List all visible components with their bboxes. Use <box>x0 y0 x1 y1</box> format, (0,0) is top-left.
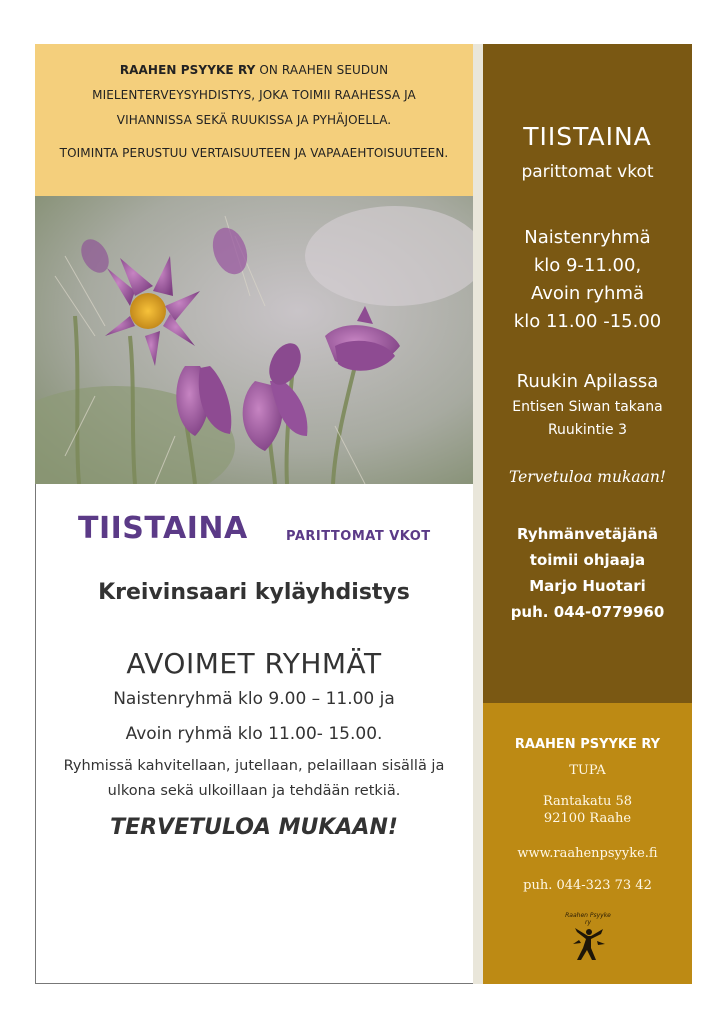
pasque-flower-photo <box>35 196 473 484</box>
leader-line-2: toimii ohjaaja <box>529 551 646 569</box>
intro-text-2: TOIMINTA PERUSTUU VERTAISUUTEEN JA VAPAAEHTOISUUTEEN. <box>59 146 449 160</box>
side-day-heading: TIISTAINA <box>523 122 652 151</box>
leader-line-1: Ryhmänvetäjänä <box>516 525 659 543</box>
side-address: Ruukintie 3 <box>547 422 628 438</box>
schedule-line-2: Avoin ryhmä klo 11.00- 15.00. <box>125 724 383 744</box>
welcome-text: TERVETULOA MUKAAN! <box>110 815 398 840</box>
description-line-2: ulkona sekä ulkoillaan ja tehdään retkiä. <box>107 783 401 799</box>
logo-figure-icon <box>565 926 611 962</box>
footer-website[interactable]: www.raahenpsyyke.fi <box>517 846 658 861</box>
side-panel <box>483 44 692 703</box>
side-group-1: Naistenryhmä <box>524 227 651 248</box>
side-place: Ruukin Apilassa <box>516 371 659 392</box>
side-group-2: Avoin ryhmä <box>530 283 645 304</box>
column-separator <box>473 44 483 984</box>
main-weeks-label: PARITTOMAT VKOT <box>286 529 431 544</box>
side-time-1: klo 9-11.00, <box>533 255 642 276</box>
open-groups-heading: AVOIMET RYHMÄT <box>126 647 382 680</box>
leader-name: Marjo Huotari <box>529 577 646 595</box>
side-weeks-label: parittomat vkot <box>521 162 654 182</box>
leader-phone: puh. 044-0779960 <box>510 603 665 621</box>
side-leader <box>483 521 692 625</box>
side-time-2: klo 11.00 -15.00 <box>513 311 662 332</box>
association-name: Kreivinsaari kyläyhdistys <box>98 580 410 605</box>
logo-text: Raahen Psyyke ry <box>565 912 611 926</box>
org-logo <box>565 912 611 962</box>
main-day-heading: TIISTAINA <box>78 511 248 546</box>
footer-phone: puh. 044-323 73 42 <box>523 878 652 893</box>
footer-city: 92100 Raahe <box>543 811 632 826</box>
intro-box <box>35 44 473 196</box>
footer-org-name: RAAHEN PSYYKE RY <box>514 737 661 752</box>
side-welcome: Tervetuloa mukaan! <box>508 468 667 486</box>
description-line-1: Ryhmissä kahvitellaan, jutellaan, pelaillaan sisällä ja <box>63 758 445 774</box>
intro-text: ON RAAHEN SEUDUN MIELENTERVEYSYHDISTYS, JOKA TOIMII RAAHESSA JA VIHANNISSA SEKÄ RUUKISSA JA PYHÄJOELLA. <box>92 63 416 127</box>
footer-street: Rantakatu 58 <box>542 794 633 809</box>
footer-tupa: TUPA <box>569 763 606 778</box>
contact-panel <box>483 703 692 984</box>
intro-org-name: RAAHEN PSYYKE RY <box>119 63 256 77</box>
schedule-line-1: Naistenryhmä klo 9.00 – 11.00 ja <box>113 689 395 709</box>
side-place-detail: Entisen Siwan takana <box>512 399 663 415</box>
